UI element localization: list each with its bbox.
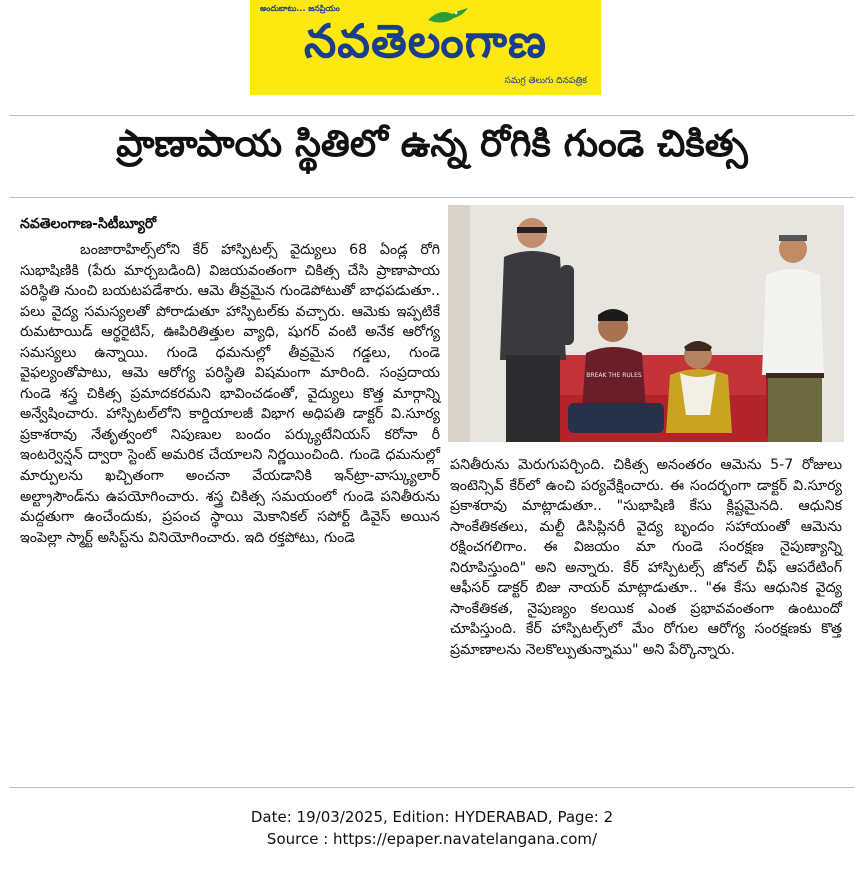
bottom-divider — [10, 787, 854, 788]
source-line: Source : https://epaper.navatelangana.com/ — [266, 830, 598, 848]
masthead-logo — [250, 0, 601, 95]
masthead-tagline: అందుబాటు... జనప్రియం — [260, 4, 340, 13]
article-byline: నవతెలంగాణ-సిటీబ్యూరో — [20, 216, 157, 232]
article-column-1 — [20, 240, 440, 548]
article-photo — [448, 205, 844, 442]
edition-date-line: Date: 19/03/2025, Edition: HYDERABAD, Page: 2 — [250, 808, 614, 826]
article-headline: ప్రాణాపాయ స్థితిలో ఉన్న రోగికి గుండె చికిత్స — [116, 122, 748, 165]
masthead-name: నవతెలంగాణ — [303, 14, 548, 68]
headline-divider — [10, 197, 854, 198]
article-body-col1: బంజారాహిల్స్‌లోని కేర్ హాస్పిటల్స్ వైద్యులు 68 ఏండ్ల రోగి సుభాషిణికి (పేరు మార్చబడింది) విజయవంతంగా చికిత్స చేసి ప్రాణాపాయ పరిస్థితి నుంచి బయటపడేశారు. ఆమె తీవ్రమైన గుండెపోటుతో బాధపడుతూ.. పలు వైద్య సమస్యలతో పోరాడుతూ హాస్పిటల్‌కు వచ్చారు. ఆమెకు ఇప్పటికే రుమటాయిడ్ ఆర్థరైటిస్, ఊపిరితిత్తుల వ్యాధి, షుగర్ వంటి అనేక ఆరోగ్య సమస్యలు ఉన్నాయి. గుండె ధమనుల్లో తీవ్రమైన గడ్డలు, గుండె వైఫల్యంతోపాటు, ఆమె ఆరోగ్య పరిస్థితి విషమంగా మారింది. సంప్రదాయ గుండె శస్త్ర చికిత్స ప్రమాదకరమని భావించడంతో, వైద్యులు కొత్త మార్గాన్ని అన్వేషించారు. హాస్పిటల్‌లోని కార్డియాలజీ విభాగ అధిపతి డాక్టర్ వి.సూర్య ప్రకాశరావు నేతృత్వంలో నిపుణుల బందం పర్క్యుటేనియస్ కరోనా రీ ఇంటర్వెన్షన్ ద్వారా స్టెంట్ అమరిక చేయాలని నిర్ణయించింది. గుండె ధమనుల్లో మార్పులను ఖచ్చితంగా అంచనా వేయడానికి ఇన్‌ట్రా-వాస్క్యులార్ అల్ట్రాసౌండ్‌ను ఉపయోగించారు. శస్త్ర చికిత్స సమయంలో గుండె పనితీరును మద్దతుగా ఉంచేందుకు, ప్రపంచ స్థాయి మెకానికల్ సపోర్ట్ డివైస్ అయిన ఇంపెల్లా స్మార్ట్ అసిస్ట్‌ను వినియోగించారు. ఇది రక్తపోటు, గుండె — [20, 242, 440, 546]
article-body-col2: పనితీరును మెరుగుపర్చింది. చికిత్స అనంతరం ఆమెను 5-7 రోజులు ఇంటెన్సివ్ కేర్‌లో ఉంచి పర్యవేక్షించారు. ఈ సందర్భంగా డాక్టర్ వి.సూర్య ప్రకాశరావు మాట్లాడుతూ.. "సుభాషిణి కేసు క్లిష్టమైనది. ఆధునిక సాంకేతికతలు, మల్టీ డిసిప్లినరీ వైద్య బృందం సహాయంతో ఆమెను రక్షించగలిగాం. ఈ విజయం మా గుండె సంరక్షణ నైపుణ్యాన్ని నిరూపిస్తుంది" అని అన్నారు. కేర్ హాస్పిటల్స్ జోనల్ చీఫ్ ఆపరేటింగ్ ఆఫీసర్ డాక్టర్ బిజు నాయర్ మాట్లాడుతూ.. "ఈ కేసు ఆధునిక వైద్య సాంకేతికత, నైపుణ్యం కలయిక ఎంత ప్రభావవంతంగా ఉంటుందో చూపిస్తుంది. కేర్ హాస్పిటల్స్‌లో మేం రోగుల ఆరోగ్య సంరక్షణకు కొత్త ప్రమాణాలను నెలకొల్పుతున్నాము" అని పేర్కొన్నారు. — [450, 457, 842, 658]
photo-illustration — [448, 205, 844, 442]
masthead-subtitle: సమగ్ర తెలుగు దినపత్రిక — [504, 76, 587, 86]
edition-footer — [0, 806, 864, 850]
top-divider — [10, 115, 854, 116]
shirt-print: BREAK THE RULES — [586, 372, 642, 379]
article-column-2 — [450, 455, 842, 660]
